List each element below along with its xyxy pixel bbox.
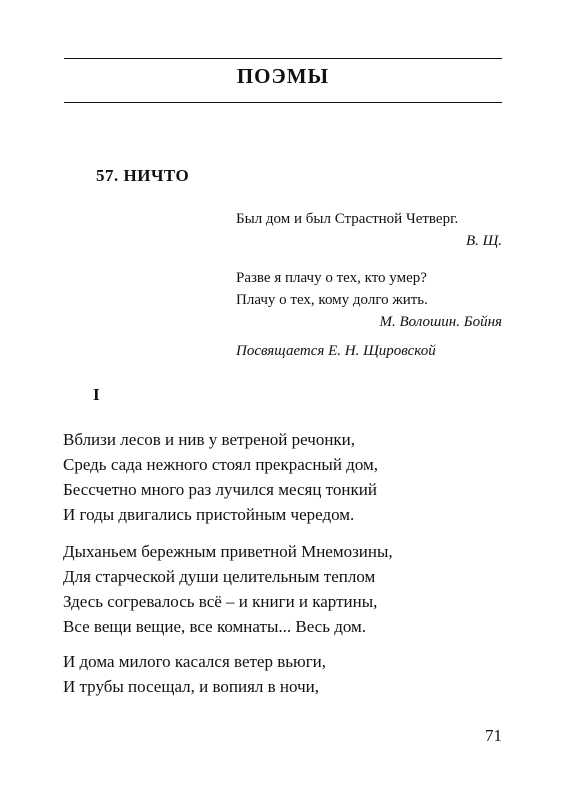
header-rule-bottom	[64, 102, 502, 103]
stanza	[63, 539, 393, 639]
epigraph-line: Плачу о тех, кому долго жить.	[236, 292, 428, 308]
verse-line: И годы двигались пристойным чередом.	[63, 505, 355, 524]
dedication: Посвящается Е. Н. Щировской	[236, 343, 436, 359]
page-number: 71	[485, 726, 502, 745]
verse-line: Для старческой души целительным теплом	[63, 567, 376, 586]
epigraph-line: Был дом и был Страстной Четверг.	[236, 211, 459, 227]
stanza	[63, 427, 378, 527]
verse-line: Бессчетно много раз лучился месяц тонкий	[63, 480, 377, 499]
epigraph-author: В. Щ.	[465, 233, 502, 249]
verse-line: И дома милого касался ветер вьюги,	[63, 652, 327, 671]
part-number: I	[93, 385, 100, 404]
epigraph	[236, 208, 502, 252]
poem-title: 57. НИЧТО	[96, 166, 190, 185]
section-title: ПОЭМЫ	[236, 64, 330, 88]
verse-line: Дыханьем бережным приветной Мнемозины,	[63, 542, 393, 561]
stanza	[63, 649, 326, 699]
epigraph-author: М. Волошин. Бойня	[379, 314, 502, 330]
verse-line: Здесь согревалось всё – и книги и картины,	[63, 592, 378, 611]
verse-line: Средь сада нежного стоял прекрасный дом,	[63, 455, 379, 474]
verse-line: Вблизи лесов и нив у ветреной речонки,	[63, 430, 356, 449]
epigraph	[236, 267, 502, 333]
verse-line: Все вещи вещие, все комнаты... Весь дом.	[63, 617, 367, 636]
header-rule-top	[64, 58, 502, 59]
verse-line: И трубы посещал, и вопиял в ночи,	[63, 677, 319, 696]
epigraph-line: Разве я плачу о тех, кто умер?	[236, 270, 427, 286]
